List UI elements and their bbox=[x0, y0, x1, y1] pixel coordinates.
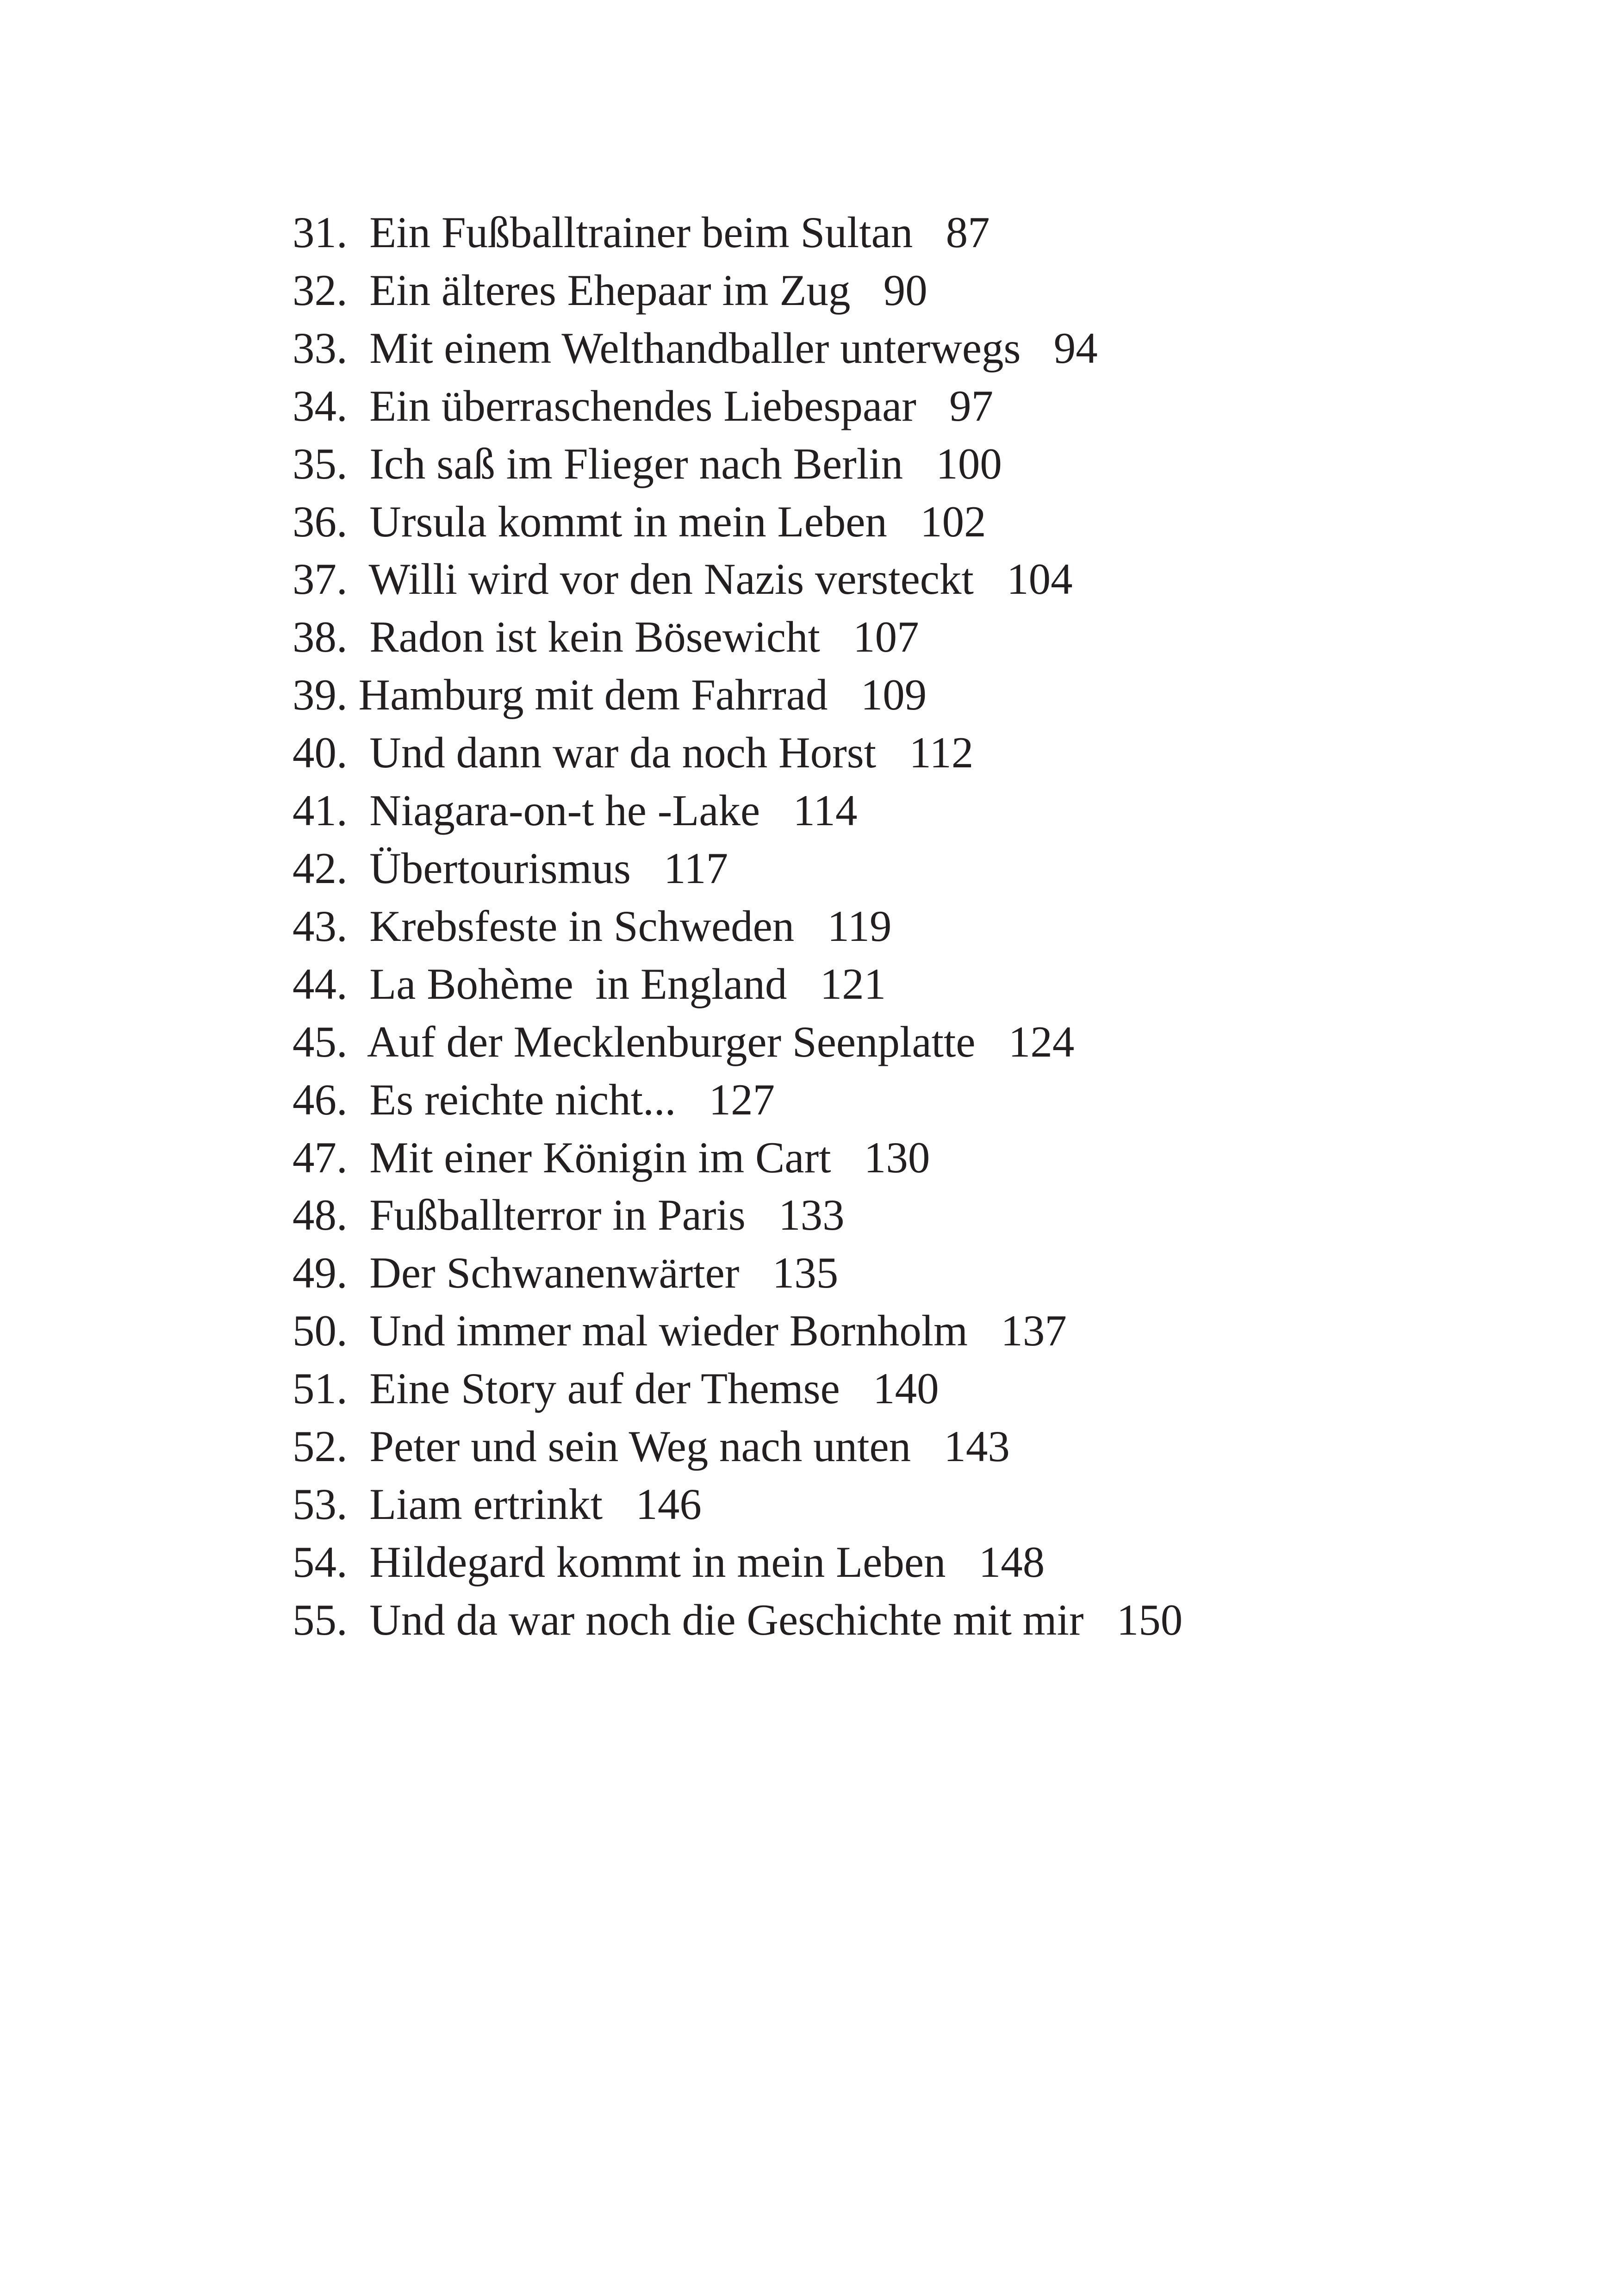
toc-entry-page-number: 150 bbox=[1116, 1595, 1183, 1644]
toc-entry-number: 38. bbox=[292, 612, 348, 662]
toc-entry-number: 53. bbox=[292, 1479, 348, 1529]
toc-entry bbox=[292, 1186, 1182, 1244]
toc-entry bbox=[292, 840, 1182, 897]
table-of-contents bbox=[292, 204, 1182, 1649]
toc-entry-title: Übertourismus bbox=[369, 843, 631, 893]
toc-entry-title: Der Schwanenwärter bbox=[369, 1248, 740, 1298]
toc-entry bbox=[292, 493, 1182, 551]
toc-entry bbox=[292, 435, 1182, 493]
toc-entry-page-number: 135 bbox=[772, 1248, 839, 1298]
toc-entry bbox=[292, 608, 1182, 666]
toc-entry-title: Hamburg mit dem Fahrrad bbox=[358, 670, 828, 720]
toc-entry-page-number: 102 bbox=[920, 497, 986, 546]
toc-entry bbox=[292, 782, 1182, 840]
toc-entry bbox=[292, 1129, 1182, 1187]
toc-entry-number: 52. bbox=[292, 1422, 348, 1471]
toc-entry bbox=[292, 1418, 1182, 1475]
toc-entry-title: Mit einem Welthandballer unterwegs bbox=[369, 323, 1021, 373]
toc-entry-page-number: 121 bbox=[820, 959, 886, 1008]
toc-entry-title: Eine Story auf der Themse bbox=[369, 1364, 840, 1413]
toc-entry-page-number: 133 bbox=[778, 1190, 845, 1240]
toc-entry-title: Mit einer Königin im Cart bbox=[369, 1132, 831, 1182]
toc-entry-number: 54. bbox=[292, 1537, 348, 1587]
toc-entry-number: 31. bbox=[292, 208, 348, 257]
toc-entry-title: Ein überraschendes Liebespaar bbox=[369, 381, 916, 430]
toc-entry-page-number: 140 bbox=[873, 1364, 939, 1413]
toc-entry-title: Und dann war da noch Horst bbox=[369, 728, 877, 778]
toc-entry-title: Auf der Mecklenburger Seenplatte bbox=[367, 1017, 976, 1066]
toc-entry-title: Krebsfeste in Schweden bbox=[369, 901, 795, 951]
toc-entry-page-number: 146 bbox=[635, 1479, 702, 1529]
toc-entry-number: 44. bbox=[292, 959, 348, 1008]
toc-entry-number: 47. bbox=[292, 1132, 348, 1182]
toc-entry-number: 55. bbox=[292, 1595, 348, 1644]
toc-entry-page-number: 143 bbox=[944, 1422, 1010, 1471]
toc-entry-number: 49. bbox=[292, 1248, 348, 1298]
toc-entry-number: 39. bbox=[292, 670, 348, 720]
toc-entry-title: Und da war noch die Geschichte mit mir bbox=[369, 1595, 1084, 1644]
toc-entry bbox=[292, 204, 1182, 261]
toc-entry-title: Fußballterror in Paris bbox=[369, 1190, 746, 1240]
toc-entry-page-number: 124 bbox=[1008, 1017, 1075, 1066]
toc-entry bbox=[292, 666, 1182, 724]
toc-entry-title: Liam ertrinkt bbox=[369, 1479, 603, 1529]
toc-entry-page-number: 109 bbox=[860, 670, 927, 720]
toc-entry-page-number: 148 bbox=[978, 1537, 1045, 1587]
toc-entry-number: 50. bbox=[292, 1306, 348, 1356]
toc-entry-page-number: 127 bbox=[709, 1075, 775, 1124]
toc-entry bbox=[292, 550, 1182, 608]
toc-entry bbox=[292, 1591, 1182, 1649]
toc-entry-title: Ich saß im Flieger nach Berlin bbox=[369, 439, 903, 488]
toc-entry-number: 43. bbox=[292, 901, 348, 951]
toc-entry-page-number: 117 bbox=[664, 843, 728, 893]
toc-entry-page-number: 87 bbox=[946, 208, 990, 257]
toc-entry-number: 37. bbox=[292, 554, 348, 604]
toc-entry bbox=[292, 1013, 1182, 1071]
toc-entry-page-number: 130 bbox=[864, 1132, 930, 1182]
toc-entry-title: La Bohème in England bbox=[369, 959, 787, 1008]
toc-entry bbox=[292, 1302, 1182, 1360]
toc-entry-title: Und immer mal wieder Bornholm bbox=[369, 1306, 968, 1356]
toc-entry bbox=[292, 1475, 1182, 1533]
toc-entry-title: Peter und sein Weg nach unten bbox=[369, 1422, 911, 1471]
toc-entry bbox=[292, 261, 1182, 319]
toc-entry-title: Ein Fußballtrainer beim Sultan bbox=[369, 208, 913, 257]
toc-entry-title: Niagara-on-t he -Lake bbox=[369, 786, 760, 835]
toc-entry bbox=[292, 1244, 1182, 1302]
toc-entry-title: Hildegard kommt in mein Leben bbox=[369, 1537, 946, 1587]
toc-entry-title: Es reichte nicht... bbox=[369, 1075, 676, 1124]
toc-entry-number: 48. bbox=[292, 1190, 348, 1240]
toc-entry-number: 46. bbox=[292, 1075, 348, 1124]
toc-entry-number: 40. bbox=[292, 728, 348, 778]
toc-entry-page-number: 119 bbox=[827, 901, 892, 951]
toc-entry-number: 34. bbox=[292, 381, 348, 430]
toc-entry-page-number: 107 bbox=[853, 612, 919, 662]
toc-entry-page-number: 100 bbox=[936, 439, 1002, 488]
toc-entry-number: 32. bbox=[292, 265, 348, 315]
toc-entry-number: 45. bbox=[292, 1017, 348, 1066]
toc-entry-number: 51. bbox=[292, 1364, 348, 1413]
toc-entry bbox=[292, 319, 1182, 377]
toc-entry-title: Ein älteres Ehepaar im Zug bbox=[369, 265, 851, 315]
toc-entry-page-number: 94 bbox=[1053, 323, 1098, 373]
toc-entry-page-number: 90 bbox=[883, 265, 927, 315]
toc-entry-title: Radon ist kein Bösewicht bbox=[369, 612, 820, 662]
toc-entry-page-number: 137 bbox=[1001, 1306, 1067, 1356]
toc-entry bbox=[292, 377, 1182, 435]
toc-entry bbox=[292, 1071, 1182, 1129]
toc-entry bbox=[292, 1533, 1182, 1591]
toc-entry-page-number: 97 bbox=[949, 381, 994, 430]
toc-entry-title: Willi wird vor den Nazis versteckt bbox=[368, 554, 974, 604]
toc-entry-page-number: 104 bbox=[1007, 554, 1073, 604]
toc-entry-number: 42. bbox=[292, 843, 348, 893]
toc-entry bbox=[292, 1360, 1182, 1418]
toc-entry-page-number: 114 bbox=[793, 786, 858, 835]
toc-entry-page-number: 112 bbox=[909, 728, 974, 778]
toc-entry-number: 33. bbox=[292, 323, 348, 373]
toc-entry bbox=[292, 897, 1182, 955]
toc-entry bbox=[292, 724, 1182, 782]
toc-entry-number: 41. bbox=[292, 786, 348, 835]
toc-entry bbox=[292, 955, 1182, 1013]
toc-entry-title: Ursula kommt in mein Leben bbox=[369, 497, 887, 546]
toc-entry-number: 35. bbox=[292, 439, 348, 488]
toc-entry-number: 36. bbox=[292, 497, 348, 546]
